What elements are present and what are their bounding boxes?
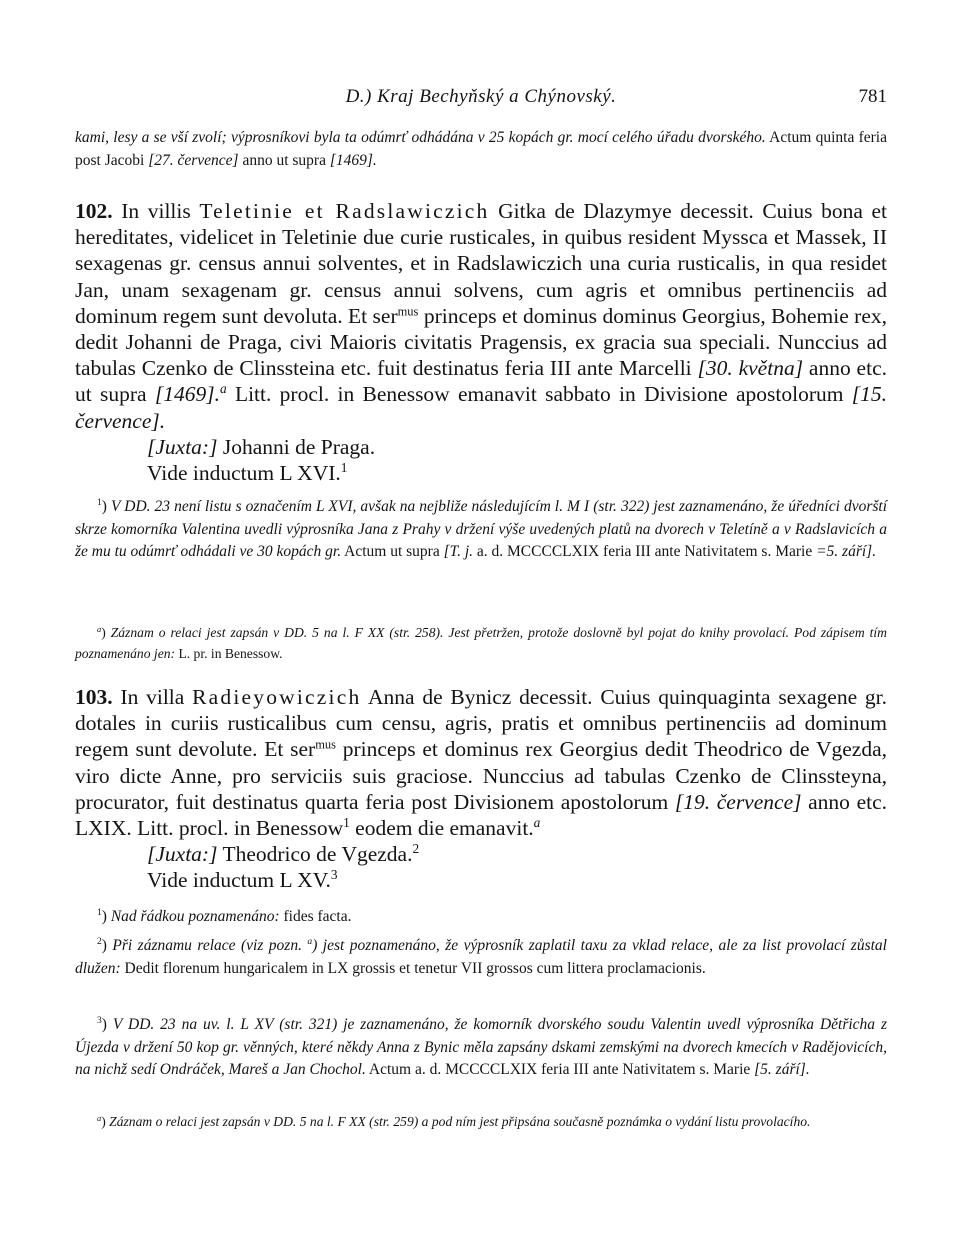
entry-103-text bbox=[75, 684, 887, 894]
continuation-italic: kami, lesy a se vší zvolí; výprosníkovi byla ta odúmrť odhádána v 25 kopách gr. mocí celého úřadu dvorského. bbox=[75, 129, 766, 146]
footnote-1: $^1$) Nad řádkou poznamenáno: fides facta. bbox=[97, 907, 352, 925]
vide-line bbox=[75, 460, 887, 486]
footnote-italic: [T. j. bbox=[443, 543, 474, 561]
entry-year: [1469]. bbox=[154, 382, 220, 407]
note-mark: a bbox=[533, 814, 541, 830]
juxta-line bbox=[75, 841, 887, 867]
footnote-italic: ) jest poznamenáno, že výprosník zaplatil taxu za vklad relace, ale za list provolací zůstal dlužen: bbox=[75, 937, 887, 977]
footnote-mark: 1 bbox=[343, 814, 350, 830]
footnote-italic: V DD. 23 není listu s označením L XVI, avšak na nejbliže následujícím l. M I (str. 322) jest zaznamenáno, že úředníci dvorští skrze komorníka Valentina uvedli výprosníka Jana z Prahy v držení výše uvedených platů na dvorech v Teletíně a v Radslavicích a že mu tu odúmrť odhádali ve 30 kopách gr. bbox=[75, 498, 887, 561]
entry-text: Litt. procl. in Benessow emanavit sabbato in Divisione apostolorum bbox=[226, 382, 852, 407]
footnote-italic: =5. září]. bbox=[816, 543, 877, 561]
note-mark: a bbox=[97, 623, 102, 634]
page-number: 781 bbox=[858, 86, 887, 107]
juxta-label: [Juxta:] bbox=[147, 434, 218, 459]
entry-date: [15. července]. bbox=[75, 382, 887, 433]
note-mark: a bbox=[219, 381, 227, 397]
footnote-mark: 1 bbox=[340, 459, 348, 475]
juxta-text: Johanni de Praga. bbox=[217, 434, 376, 459]
footnote-roman: Actum a. d. MCCCCLXIX feria III ante Nativitatem s. Marie bbox=[365, 1061, 755, 1079]
entry-date: [19. července] bbox=[674, 789, 802, 814]
footnote-italic: V DD. 23 na uv. l. L XV (str. 321) je zaznamenáno, že komorník dvorského soudu Valentin uvedl výprosníka Dětřicha z Újezda v držení 50 kop gr. věnných, které někdy Anna z Bynic měla zapsány dskami zemskými na dvorech kmecích v Radějovicích, na nichž sedí Ondráček, Mareš a Jan Chochol. bbox=[75, 1016, 887, 1079]
entry-text: anno etc. ut supra bbox=[75, 356, 887, 407]
abbrev-sup: mus bbox=[315, 737, 336, 752]
continuation-tail: anno ut supra bbox=[238, 151, 330, 169]
footnote-2: $^2$) Při záznamu relace (viz pozn. $^a$) jest poznamenáno, že výprosník zaplatil taxu za vklad relace, ale za list provolací zůstal dlužen: Dedit florenum hungaricalem in LX grossis et tenetur VII grossos cum littera proclamacionis. bbox=[75, 936, 887, 977]
footnote-number: 1 bbox=[97, 497, 102, 509]
entry-text: Gitka de Dlazymye decessit. Cuius bona et hereditates, videlicet in Teletinie due curie rusticales, in quibus resident Myssca et Massek, II sexagenas gr. census annui solventes, et in Radslawiczich una curia rusticalis, in qua residet Jan, unam sexagenam gr. census annui solvens, cum agris et omnibus pertinenciis ad dominum regem sunt devoluta. Et ser bbox=[75, 199, 887, 328]
entry-text: princeps et dominus dominus Georgius, Bohemie rex, dedit Johanni de Praga, civi Maioris civitatis Pragensis, ex gracia sua speciali. Nunccius ad tabulas Czenko de Clinssteina etc. fuit destinatus feria III ante Marcelli bbox=[75, 303, 887, 381]
text-note-a: $^a$) Záznam o relaci jest zapsán v DD. 5 na l. F XX (str. 258). Jest přetržen, protože doslovně byl pojat do knihy provolací. Pod zápisem tím poznamenáno jen: L. pr. in Benessow. bbox=[75, 623, 887, 661]
note-italic: Záznam o relaci jest zapsán v DD. 5 na l. F XX (str. 258). Jest přetržen, protože doslovně byl pojat do knihy provolací. Pod zápisem tím poznamenáno jen: bbox=[75, 625, 887, 661]
entry-text: In villa bbox=[112, 685, 193, 709]
footnote-roman: Dedit florenum hungaricalem in LX grossis et tenetur VII grossos cum littera proclamacionis. bbox=[120, 959, 706, 977]
continuation-roman: Actum quinta feria post Jacobi bbox=[75, 129, 887, 169]
footnote-roman: fides facta. bbox=[279, 908, 352, 925]
note-roman: L. pr. in Benessow. bbox=[175, 645, 283, 661]
entry-number: 102. bbox=[75, 199, 113, 223]
entry-place: Radieyowiczich bbox=[192, 685, 362, 709]
vide-line bbox=[75, 867, 887, 893]
entry-text: In villis bbox=[112, 199, 200, 223]
vide-text: Vide inductum L XVI. bbox=[147, 461, 341, 486]
footnote-italic: Při záznamu relace (viz pozn. bbox=[112, 937, 308, 954]
abbrev-sup: mus bbox=[397, 304, 419, 319]
footnote-italic: [5. září]. bbox=[754, 1061, 810, 1079]
note-mark: a bbox=[97, 1112, 102, 1123]
footnote-mark: 3 bbox=[330, 867, 338, 883]
entry-text: princeps et dominus rex Georgius dedit Theodrico de Vgezda, viro dicte Anne, pro serviciis suis graciose. Nunccius ad tabulas Czenko de Clinssteyna, procurator, fuit destinatus quarta feria post Divisionem apostolorum bbox=[75, 737, 887, 814]
entry-text: anno etc. LXIX. Litt. procl. in Benessow bbox=[75, 789, 888, 841]
entry-place: Teletinie et Radslawiczich bbox=[199, 199, 490, 223]
footnote-mark: 2 bbox=[412, 840, 420, 856]
text-note-a: $^a$) Záznam o relaci jest zapsán v DD. 5 na l. F XX (str. 259) a pod ním jest připsána současně poznámka o vydání listu provolacího. bbox=[97, 1112, 811, 1129]
running-title: D.) Kraj Bechyňský a Chýnovský. bbox=[345, 86, 617, 107]
entry-text: eodem die emanavit. bbox=[349, 816, 534, 841]
footnote-roman: Actum ut supra bbox=[341, 543, 444, 561]
continuation-year: [1469]. bbox=[329, 151, 377, 169]
juxta-text: Theodrico de Vgezda. bbox=[217, 842, 413, 867]
entry-102-text bbox=[75, 198, 887, 486]
note-italic: Záznam o relaci jest zapsán v DD. 5 na l. F XX (str. 259) a pod ním jest připsána současně poznámka o vydání listu provolacího. bbox=[109, 1114, 811, 1129]
entry-date: [30. května] bbox=[697, 356, 804, 381]
footnote-3: $^3$) V DD. 23 na uv. l. L XV (str. 321) je zaznamenáno, že komorník dvorského soudu Valentin uvedl výprosníka Dětřicha z Újezda v držení 50 kop gr. věnných, které někdy Anna z Bynic měla zapsány dskami zemskými na dvorech kmecích v Radějovicích, na nichž sedí Ondráček, Mareš a Jan Chochol. Actum a. d. MCCCCLXIX feria III ante Nativitatem s. Marie [5. září]. bbox=[75, 1015, 887, 1079]
footnote-number: 1 bbox=[97, 907, 102, 919]
note-mark: a bbox=[307, 936, 313, 948]
entry-number: 103. bbox=[75, 685, 113, 709]
footnote-number: 2 bbox=[97, 936, 102, 948]
juxta-line bbox=[75, 434, 887, 460]
entry-text: Anna de Bynicz decessit. Cuius quinquaginta sexagene gr. dotales in curiis rusticalibus cum censu, agris, pratis et omnibus pertinenciis ad dominum regem sunt devolute. Et ser bbox=[75, 685, 887, 762]
vide-text: Vide inductum L XV. bbox=[147, 868, 331, 893]
juxta-label: [Juxta:] bbox=[147, 842, 218, 867]
footnote-1: $^1$) V DD. 23 není listu s označením L XVI, avšak na nejbliže následujícím l. M I (str. 322) jest zaznamenáno, že úředníci dvorští skrze komorníka Valentina uvedli výprosníka Jana z Prahy v držení výše uvedených platů na dvorech v Teletíně a v Radslavicích a že mu tu odúmrť odhádali ve 30 kopách gr. Actum ut supra [T. j. a. d. MCCCCLXIX feria III ante Nativitatem s. Marie =5. září]. bbox=[75, 497, 887, 561]
footnote-italic: Nad řádkou poznamenáno: bbox=[110, 908, 280, 925]
continuation-paragraph bbox=[75, 127, 887, 172]
footnote-number: 3 bbox=[97, 1015, 102, 1027]
continuation-date: [27. července] bbox=[148, 151, 239, 169]
page-header bbox=[75, 86, 887, 112]
footnote-roman: a. d. MCCCCLXIX feria III ante Nativitatem s. Marie bbox=[473, 543, 817, 561]
